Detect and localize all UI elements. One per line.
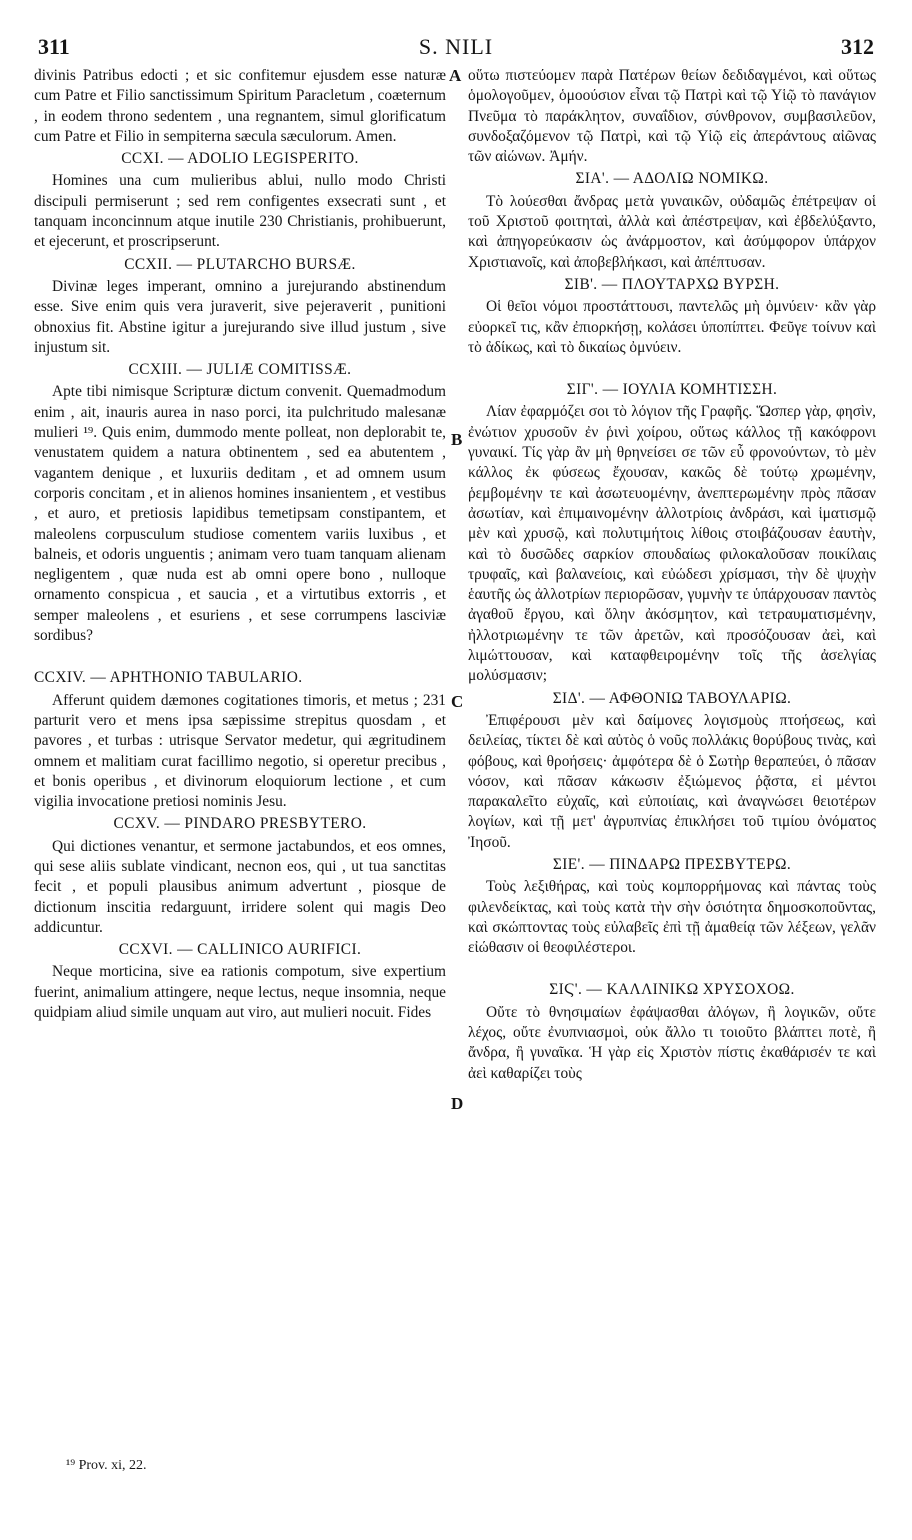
margin-letter-c: C [451, 692, 464, 711]
latin-section-text: Homines una cum mulieribus ablui, nullo modo Christi discipuli permiserunt ; sed rem configentes exsecrati sunt , et tanquam inconcinnum atque inutile 230 Christianis, prohibuerunt, et ejecerunt, et proscripserunt. [34, 172, 446, 251]
latin-section-title: CCXI. — ADOLIO LEGISPERITO. [121, 150, 359, 168]
latin-section-title: CCXV. — PINDARO PRESBYTERO. [113, 815, 367, 833]
latin-section-title: CCXIV. — APHTHONIO TABULARIO. [34, 669, 303, 687]
greek-section-title: ΣΙΔ'. — ΑΦΘΟΝΙΩ ΤΑΒΟΥΛΑΡΙΩ. [552, 689, 792, 707]
latin-section-text: Qui dictiones venantur, et sermone jactabundos, et eos omnes, qui sese aliis sublate vindicant, necnon eos, qui , ut tua sanctitas fecit , et populi plausibus animum advertunt , piosque de dictionum inscitia redarguunt, irridere solent qui magis Deo addicuntur. [34, 837, 446, 936]
latin-section-text: Apte tibi nimisque Scripturæ dictum convenit. Quemadmodum enim , ait, inauris aurea in naso porci, ita pulchritudo malesanæ mulieri ¹⁹. Quis enim, dummodo mente polleat, non deplorabit te, venustatem quidem a natura obtinentem , sed ea abutentem , vagantem denique , et luxuriis deditam , et ad omnem usum corporis concitam , et in alienos homines insanientem , et vestibus , et auro, et pretiosis lapidibus temetipsam constipantem, et maleolens corpusculum studiose comentem variis luxibus , et balneis, et odoris unguentis ; animam vero tuam tanquam alienam negligentem , quæ nuda est ab omni opere bono , nulloque ornamento conspicua , et saucia , et a virtutibus extorris , et semper maleolens , et esuriens , et sese corrumpens lasciviæ sordibus? [34, 383, 446, 645]
latin-column [34, 66, 446, 1023]
greek-intro: οὕτω πιστεύομεν παρὰ Πατέρων θείων δεδιδαγμένοι, καὶ οὕτως ὁμολογοῦμεν, ὁμοούσιον εἶναι τῷ Πατρὶ καὶ τῷ Υἱῷ τὸ πανάγιον Πνεῦμα τὸ παράκλητον, συναΐδιον, σύνθρονον, συμβασιλεῦον, συνδοξαζόμενον τῷ Πατρὶ, καὶ τῷ Υἱῷ εἰς ἀπεράντους αἰῶνας τῶν αἰώνων. Ἀμήν. [468, 67, 876, 166]
latin-section-title: CCXIII. — JULIÆ COMITISSÆ. [128, 361, 352, 379]
spacer [468, 358, 876, 378]
greek-section-text: Λίαν ἐφαρμόζει σοι τὸ λόγιον τῆς Γραφῆς. Ὥσπερ γὰρ, φησὶν, ἐνώτιον χρυσοῦν ἐν ῥινὶ χοίρου, οὕτως κάλλος τῇ κακόφρονι γυναικί. Τίς γὰρ ἂν μὴ θρηνείσει σε τῶν εὖ φρονούντων, τὸ μὲν κάλλος ἐκ φύσεως ἔχουσαν, κακῶς δὲ τούτῳ χρωμένην, ῥεμβομένην τε καὶ ἀσωτευομένην, ἀνεπτερωμένην πρὸς πᾶσαν ἀσωτίαν, καὶ ἐπιμαινομένην ἀλλοτρίοις ἀνδράσι, καὶ ἱματισμῷ μὲν καὶ χρυσῷ, καὶ πολυτιμήτοις λίθοις στοιβάζουσαν ἑαυτὴν, καὶ τὸ δυσῶδες σαρκίον σπουδαίως φιλοκαλοῦσαν ποικίλαις τρυφαῖς, καὶ βαλανείοις, καὶ εὐώδεσι χρίσμασι, τὴν δὲ ψυχὴν ἑαυτῆς ὡς ἀλλοτρίων περιορῶσαν, γυμνὴν τε ὑπάρχουσαν παντὸς ἀγαθοῦ ἔργου, καὶ ὅλην ἀκόσμητον, καὶ τετραυματισμένην, ἠλλοτριωμένην τε τῶν ἀρετῶν, καὶ προσόζουσαν ἀεὶ, καὶ λιμώττουσαν, καὶ καταφθειρομένην τοῖς τῆς ἀσελγίας μολύσμασιν; [468, 403, 876, 685]
greek-section-title: ΣΙΒ'. — ΠΛΟΥΤΑΡΧΩ ΒΥΡΣΗ. [564, 275, 780, 293]
latin-section-text: Afferunt quidem dæmones cogitationes timoris, et metus ; 231 parturit vero et mens ipsa sæpissime strepitus quosdam , et pavores , et turbas : utrisque Servator medetur, qui ægritudinem omnem et malitiam curat facillimo negotio, si operetur precibus , et bonis operibus , et divinorum eloquiorum lectione , et cum vigilia invocatione pretiosi nominis Jesu. [34, 691, 446, 811]
greek-column [468, 66, 876, 1084]
latin-section-text: Divinæ leges imperant, omnino a jurejurando abstinendum esse. Sive enim quis vera juraverit, sive pejeraverit , punitioni obnoxius fit. Abstine igitur a jurejurando sive illud justum , sive injustum sit. [34, 277, 446, 356]
left-page-number: 311 [38, 34, 70, 59]
greek-section-text: Τὸ λούεσθαι ἄνδρας μετὰ γυναικῶν, οὐδαμῶς ἐπέτρεψαν οἱ τοῦ Χριστοῦ φοιτηταὶ, ἀλλὰ καὶ ἀπέστρεψαν, καὶ ἐβδελύξαντο, καὶ ἀπηγορεύκασιν ὡς ἀνάρμοστον, καὶ ἀσύμφορον ὑπάρχον Χριστιανοῖς, καὶ ἀποβεβλήκασι, καὶ ἀπέπτυσαν. [468, 192, 876, 271]
page-header [38, 34, 874, 68]
running-title: S. NILI [418, 34, 494, 59]
margin-letter-d: D [451, 1094, 464, 1113]
greek-section-text: Ἐπιφέρουσι μὲν καὶ δαίμονες λογισμοὺς πτοήσεως, καὶ δειλείας, τίκτει δὲ καὶ αὐτὸς ὁ νοῦς πολλάκις θορύβους τινὰς, καὶ φόβους, καὶ θροήσεις· ἀμφότερα δὲ ὁ Σωτὴρ θεραπεύει, ὁ πᾶσαν νόσον, καὶ πᾶσαν κάκωσιν ἐξιώμενος ῥᾷστα, εἰ μέντοι παρακαλεῖτο εὐχαῖς, καὶ εὐποιίαις, καὶ ἀναγνώσει θειοτέρων λογίων, καὶ τῇ μετ' ἀγρυπνίας ἐπικλήσει τοῦ τιμίου ὀνόματος Ἰησοῦ. [468, 711, 876, 851]
greek-section-text: Οἱ θεῖοι νόμοι προστάττουσι, παντελῶς μὴ ὀμνύειν· κἂν γὰρ εὐορκεῖ τις, κἂν ἐπιορκήσῃ, κολάσει ὑποπίπτει. Φεῦγε τοίνυν καὶ τὸ ἀδίκως, καὶ τὸ δικαίως ὀμνύειν. [468, 298, 876, 356]
greek-section-title: ΣΙΑ'. — ΑΔΟΛΙΩ ΝΟΜΙΚΩ. [575, 170, 769, 188]
footnote: ¹⁹ Prov. xi, 22. [66, 1458, 147, 1473]
greek-section-title: ΣΙΕ'. — ΠΙΝΔΑΡΩ ΠΡΕΣΒΥΤΕΡΩ. [552, 855, 792, 873]
margin-letter-a: A [449, 66, 462, 85]
greek-section-title: ΣΙΓ'. — ΙΟΥΛΙΑ ΚΟΜΗΤΙΣΣΗ. [566, 381, 778, 399]
latin-section-title: CCXVI. — CALLINICO AURIFICI. [118, 941, 362, 959]
spacer [34, 646, 446, 666]
latin-section-title: CCXII. — PLUTARCHO BURSÆ. [124, 255, 356, 273]
greek-section-title: ΣΙϚ'. — ΚΑΛΛΙΝΙΚΩ ΧΡΥΣΟΧΟΩ. [549, 981, 795, 999]
spacer [468, 958, 876, 978]
greek-section-text: Οὔτε τὸ θνησιμαίων ἐφάψασθαι ἀλόγων, ἢ λογικῶν, οὔτε λέχος, οὔτε ἐνυπνιασμοὶ, οὐκ ἄλλο τι τοιοῦτο βλάπτει ποτὲ, ἢ ἄνδρα, ἢ γυναῖκα. Ἡ γὰρ εἰς Χριστὸν πίστις ἐκαθάρισέν τε καὶ ἀεὶ καθαρίζει τοὺς [468, 1003, 876, 1082]
margin-letter-b: B [451, 430, 463, 449]
greek-section-text: Τοὺς λεξιθήρας, καὶ τοὺς κομπορρήμονας καὶ πάντας τοὺς φιλενδείκτας, καὶ τοὺς κατὰ τὴν σὴν ὁσιότητα δημοσκοποῦντας, καὶ σκώπτοντας τοὺς εὐλαβεῖς ἐπὶ τῇ ἀμαθείᾳ τῶν λέξεων, γελᾶν εἰώθασιν οἱ θεοφιλέστεροι. [468, 878, 876, 957]
latin-intro: divinis Patribus edocti ; et sic confitemur ejusdem esse naturæ cum Patre et Filio sanctissimum Spiritum Paracletum , coæternum , in eodem throno sedentem , una regnantem, simul glorificatum cum Patre et Filio in sempiterna sæcula sæculorum. Amen. [34, 67, 446, 145]
latin-section-text: Neque morticina, sive ea rationis compotum, sive expertium fuerint, animalium attingere, neque lectus, neque insomnia, neque quidpiam aliud simile unquam aut viro, aut mulieri nocuit. Fides [34, 963, 446, 1022]
right-page-number: 312 [841, 34, 874, 59]
